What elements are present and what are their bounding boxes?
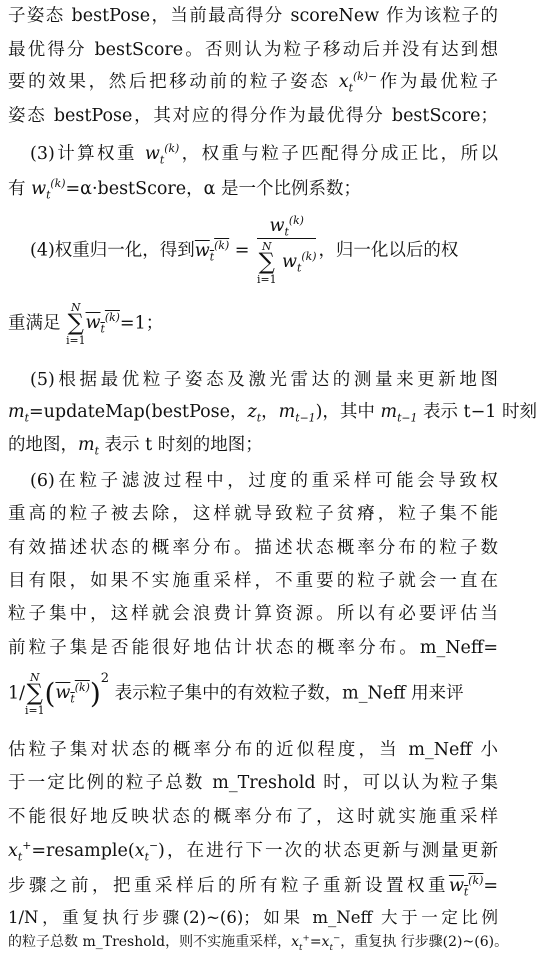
- text-line: [8, 70, 499, 95]
- text-line: 子姿态 bestPose，当前最高得分 scoreNew 作为该粒子的: [8, 6, 498, 26]
- normalization-fraction: $w_t^{(k)}$ N ∑ i=1 $w_t^{(k)}$: [257, 214, 317, 286]
- text-line: 目有限，如果不实施重采样，不重要的粒子就会一直在: [8, 571, 498, 591]
- sum-symbol: N ∑ i=1: [66, 301, 86, 348]
- text-line: $x_t^+=resample(x_t^-)$，在进行下一次的状态更新与测量更新: [8, 839, 498, 864]
- text-span: =updateMap(bestPose，: [28, 402, 248, 422]
- text-span: ，权重与粒子匹配得分成正比，所以: [179, 144, 498, 164]
- sum-symbol: N ∑ i=1: [25, 671, 45, 718]
- text-span: 表示粒子集中的有效粒子数，m_Neff 用来评: [109, 683, 464, 704]
- text-span: 作为最优粒子: [377, 72, 499, 92]
- text-line: 1/N，重复执行步骤(2)~(6)；如果 m_Neff 大于一定比例: [8, 908, 498, 927]
- math-w-bar: $w_t^{(k)}$: [85, 311, 120, 336]
- text-line: 重高的粒子被去除，这样就导致粒子贫瘠，粒子集不能: [8, 504, 498, 524]
- text-span: 表示 t−1 时刻: [417, 402, 537, 422]
- text-line: 1/N ∑ $i=1(w_t^{(k)})^2$ 表示粒子集中的有效粒子数，m_Neff 用来评: [8, 671, 464, 718]
- text-span: )，其中: [315, 402, 381, 422]
- text-line: $m_t=updateMap(bestPose$，$z_t$，$m_{t-1}$)，其中 $m_{t-1}$ 表示 t−1 时刻: [8, 402, 537, 425]
- text-span: 有: [8, 179, 32, 199]
- text-span: =1；: [119, 313, 164, 334]
- math-x-kminus: $x_t^{(k)-}$: [338, 70, 378, 95]
- text-line: 于一定比例的粒子总数 m_Treshold 时，可以认为粒子集: [8, 773, 498, 793]
- text-span: (4)权重归一化，得到: [30, 240, 195, 261]
- text-line: 的地图，$m_t$ 表示 t 时刻的地图；: [8, 435, 263, 458]
- text-span: ，归一化以后的权: [318, 240, 459, 261]
- text-line: [8, 177, 498, 202]
- math-w-bar: $w_t^{(k)}$: [194, 238, 230, 264]
- text-line: [8, 302, 498, 360]
- text-span: =resample(: [31, 841, 135, 861]
- text-line: 粒子集中，这样就会浪费计算资源。所以有必要评估当: [8, 604, 498, 624]
- text-line: 步骤之前，把重采样后的所有粒子重新设置权重$w_t^{(k)}=$: [8, 874, 498, 899]
- text-line: 估粒子集对状态的概率分布的近似程度，当 m_Neff 小: [8, 740, 498, 760]
- text-span: 要的效果，然后把移动前的粒子姿态: [8, 72, 339, 92]
- text-span: 的地图，: [8, 435, 78, 455]
- text-line: (5)根据最优粒子姿态及激光雷达的测量来更新地图: [30, 370, 498, 390]
- text-line: [30, 142, 498, 167]
- text-line: 前粒子集是否能很好地估计状态的概率分布。m_Neff=: [8, 638, 498, 658]
- text-span: (3)计算权重: [30, 144, 145, 164]
- text-line: 不能很好地反映状态的概率分布了，这时就实施重采样: [8, 807, 498, 827]
- text-line: 的粒子总数 m_Treshold，则不实施重采样，$x_t^+=x_t^-$，重复执 行步骤(2)~(6)。: [8, 933, 509, 953]
- text-line: (6)在粒子滤波过程中，过度的重采样可能会导致权: [30, 471, 498, 491]
- math-w-k: $w_t^{(k)}$: [31, 177, 66, 202]
- text-span: 步骤之前，把重采样后的所有粒子重新设置权重: [8, 876, 449, 896]
- text-line: 姿态 bestPose，其对应的得分作为最优得分 bestScore；: [8, 106, 498, 126]
- text-span: 表示 t 时刻的地图；: [98, 435, 263, 455]
- text-line: (4)权重归一化，得到$w_t^{(k)}$ = $w_t^{(k)}$ N ∑ i=1 $w_t^{(k)}$ ，归一化以后的权: [30, 214, 459, 286]
- text-span: 重满足: [8, 313, 67, 334]
- text-span: )，在进行下一次的状态更新与测量更新: [158, 841, 498, 861]
- text-span: 1/: [8, 683, 26, 704]
- text-line: 最优得分 bestScore。否则认为粒子移动后并没有达到想: [8, 40, 498, 60]
- text-line: 有效描述状态的概率分布。描述状态概率分布的粒子数: [8, 538, 498, 558]
- text-span: =α·bestScore，α 是一个比例系数；: [65, 179, 362, 199]
- math-w-k: $w_t^{(k)}$: [144, 142, 180, 167]
